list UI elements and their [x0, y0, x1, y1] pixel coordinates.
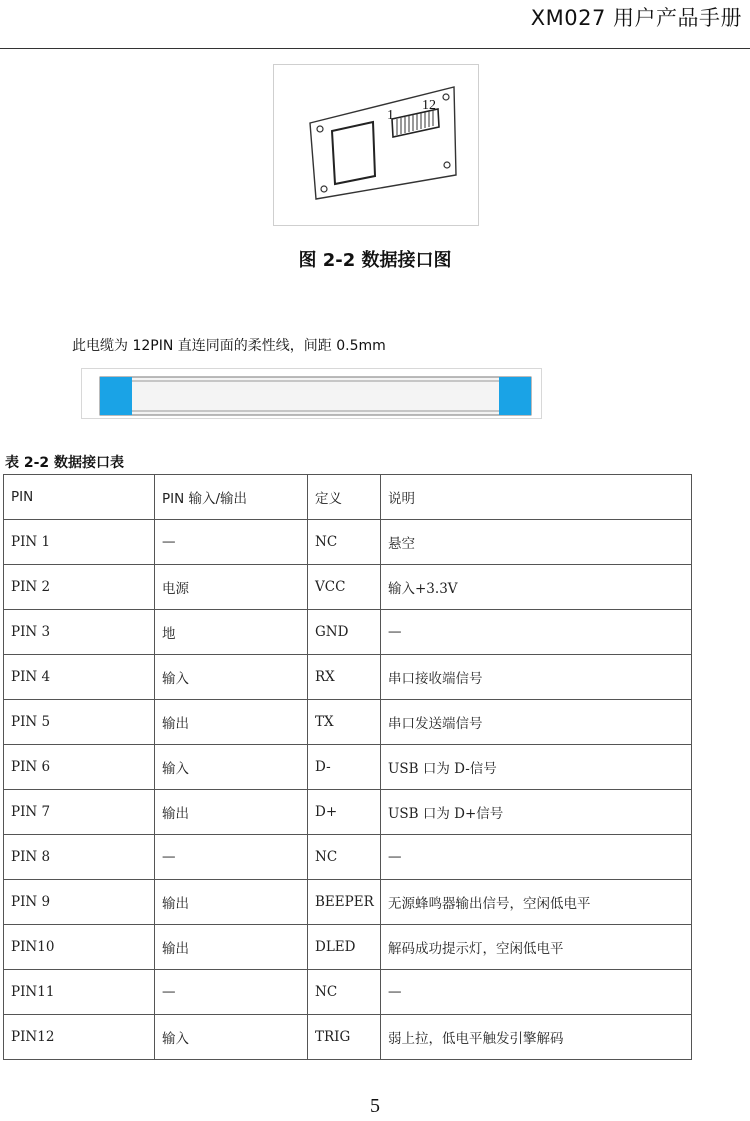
io-cell: 输出: [155, 880, 308, 925]
page-number: 5: [370, 1095, 380, 1117]
pin-first-label: 1: [387, 108, 394, 123]
io-cell: —: [155, 835, 308, 880]
io-cell: 电源: [155, 565, 308, 610]
io-cell: 地: [155, 610, 308, 655]
pin-cell: PIN 4: [4, 655, 155, 700]
header-cell: 说明: [381, 475, 692, 520]
table-row: [4, 1015, 692, 1060]
header-cell: PIN: [4, 475, 155, 520]
description-cell: 串口发送端信号: [381, 700, 692, 745]
definition-cell: D-: [308, 745, 381, 790]
connector-board-drawing: [274, 65, 480, 227]
header-title: XM027 用户产品手册: [530, 6, 742, 30]
header-rule: [0, 48, 750, 49]
definition-cell: DLED: [308, 925, 381, 970]
description-cell: 悬空: [381, 520, 692, 565]
cable-description: 此电缆为 12PIN 直连同面的柔性线，间距 0.5mm: [72, 338, 386, 354]
pin-cell: PIN 1: [4, 520, 155, 565]
description-cell: —: [381, 610, 692, 655]
description-cell: —: [381, 970, 692, 1015]
definition-cell: NC: [308, 835, 381, 880]
description-cell: 弱上拉，低电平触发引擎解码: [381, 1015, 692, 1060]
figure-caption: 图 2-2 数据接口图: [298, 250, 452, 271]
pin-cell: PIN 8: [4, 835, 155, 880]
table-row: [4, 745, 692, 790]
definition-cell: D+: [308, 790, 381, 835]
header-cell: 定义: [308, 475, 381, 520]
definition-cell: NC: [308, 970, 381, 1015]
header-cell: PIN 输入/输出: [155, 475, 308, 520]
table-row: [4, 835, 692, 880]
description-cell: USB 口为 D-信号: [381, 745, 692, 790]
definition-cell: GND: [308, 610, 381, 655]
connector-figure: [273, 64, 479, 226]
definition-cell: RX: [308, 655, 381, 700]
flex-cable-drawing: [82, 369, 543, 420]
table-row: [4, 655, 692, 700]
table-row: [4, 520, 692, 565]
description-cell: USB 口为 D+信号: [381, 790, 692, 835]
data-interface-table: [3, 474, 692, 1060]
table-row: [4, 565, 692, 610]
table-row: [4, 610, 692, 655]
table-row: [4, 970, 692, 1015]
definition-cell: NC: [308, 520, 381, 565]
pin-cell: PIN10: [4, 925, 155, 970]
table-header-row: [4, 475, 692, 520]
pin-cell: PIN 9: [4, 880, 155, 925]
definition-cell: VCC: [308, 565, 381, 610]
pin-cell: PIN 3: [4, 610, 155, 655]
description-cell: —: [381, 835, 692, 880]
description-cell: 无源蜂鸣器输出信号，空闲低电平: [381, 880, 692, 925]
flex-cable-figure: [81, 368, 542, 419]
description-cell: 串口接收端信号: [381, 655, 692, 700]
table-row: [4, 880, 692, 925]
description-cell: 输入+3.3V: [381, 565, 692, 610]
cable-contact-right: [499, 377, 531, 415]
description-cell: 解码成功提示灯，空闲低电平: [381, 925, 692, 970]
io-cell: 输出: [155, 700, 308, 745]
io-cell: 输入: [155, 655, 308, 700]
io-cell: 输出: [155, 790, 308, 835]
io-cell: 输入: [155, 1015, 308, 1060]
pin-cell: PIN 5: [4, 700, 155, 745]
io-cell: 输出: [155, 925, 308, 970]
definition-cell: TRIG: [308, 1015, 381, 1060]
pin-last-label: 12: [422, 98, 436, 113]
pin-cell: PIN 7: [4, 790, 155, 835]
pin-cell: PIN11: [4, 970, 155, 1015]
io-cell: 输入: [155, 745, 308, 790]
io-cell: —: [155, 970, 308, 1015]
table-caption: 表 2-2 数据接口表: [5, 455, 125, 471]
definition-cell: BEEPER: [308, 880, 381, 925]
cable-contact-left: [100, 377, 132, 415]
table-row: [4, 700, 692, 745]
pin-cell: PIN 6: [4, 745, 155, 790]
table-row: [4, 925, 692, 970]
io-cell: —: [155, 520, 308, 565]
definition-cell: TX: [308, 700, 381, 745]
table-row: [4, 790, 692, 835]
pin-cell: PIN12: [4, 1015, 155, 1060]
pin-cell: PIN 2: [4, 565, 155, 610]
